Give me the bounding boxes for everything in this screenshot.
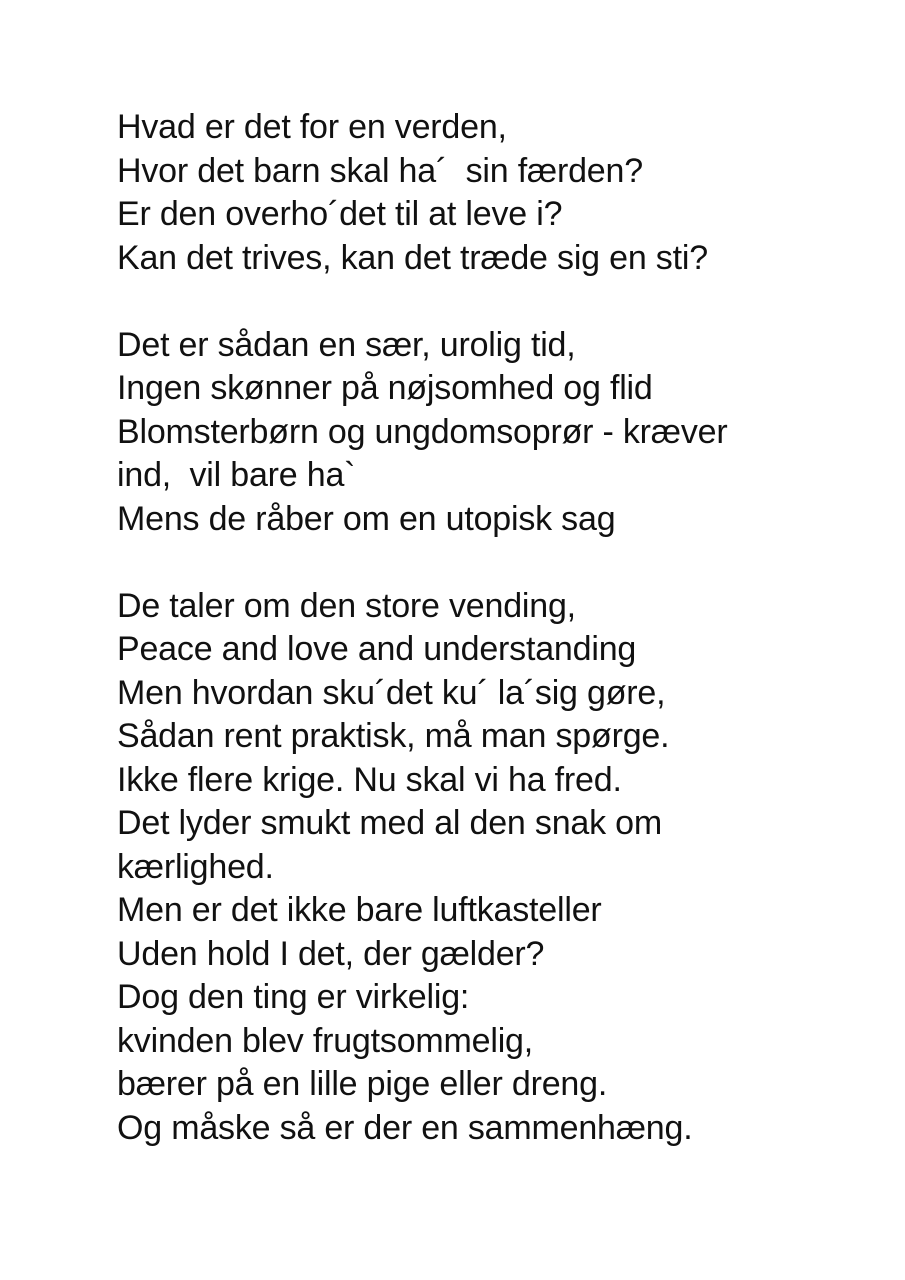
poem-line: Og måske så er der en sammenhæng. <box>117 1108 693 1147</box>
poem-line: De taler om den store vending, <box>117 586 576 625</box>
poem-line: Blomsterbørn og ungdomsoprør - kræver <box>117 412 728 451</box>
poem-line: Hvor det barn skal ha´ sin færden? <box>117 151 643 190</box>
poem-line: Men hvordan sku´det ku´ la´sig gøre, <box>117 673 666 712</box>
poem-line: Peace and love and understanding <box>117 630 637 668</box>
poem-line: bærer på en lille pige eller dreng. <box>117 1065 608 1103</box>
stanza-3 <box>117 585 877 1151</box>
poem-line: Kan det trives, kan det træde sig en sti? <box>117 238 708 277</box>
poem-line: Sådan rent praktisk, må man spørge. <box>117 717 670 755</box>
poem-line: Uden hold I det, der gælder? <box>117 934 545 973</box>
poem-line: Det lyder smukt med al den snak om <box>117 804 662 842</box>
poem-line: kvinden blev frugtsommelig, <box>117 1021 534 1060</box>
poem-line: Ikke flere krige. Nu skal vi ha fred. <box>117 760 622 799</box>
stanza-2 <box>117 324 877 542</box>
poem-line: ind, vil bare ha` <box>117 456 356 494</box>
poem-line: Hvad er det for en verden, <box>117 108 507 146</box>
stanza-1 <box>117 106 877 280</box>
poem-line: Men er det ikke bare luftkasteller <box>117 891 602 929</box>
poem-line: Er den overho´det til at leve i? <box>117 195 563 233</box>
poem-text <box>117 106 877 1150</box>
poem-line: Dog den ting er virkelig: <box>117 978 470 1016</box>
poem-line: Mens de råber om en utopisk sag <box>117 499 616 538</box>
poem-line: Det er sådan en sær, urolig tid, <box>117 325 576 364</box>
poem-line: Ingen skønner på nøjsomhed og flid <box>117 369 653 407</box>
poem-line: kærlighed. <box>117 847 274 886</box>
